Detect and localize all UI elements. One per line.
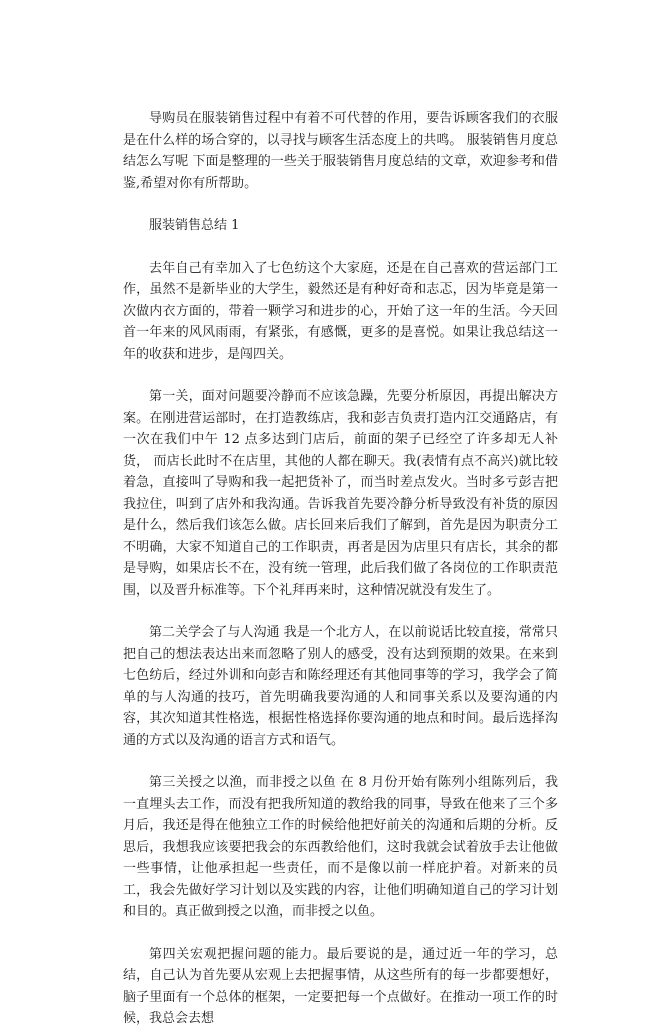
paragraph-second-pass: 第二关学会了与人沟通 我是一个北方人，在以前说话比较直接，常常只把自己的想法表达出来而忽略了别人的感受，没有达到预期的效果。在来到七色纺后，经过外训和向彭吉和陈经理还有其他同事等的学习，我学会了简单的与人沟通的技巧，首先明确我要沟通的人和同事关系以及要沟通的内容，其次知道其性格选，根据性格选择你要沟通的地点和时间。最后选择沟通的方式以及沟通的语言方式和语气。: [123, 625, 558, 748]
section-title: 服装销售总结 1: [149, 218, 240, 233]
paragraph-fourth-pass: 第四关宏观把握问题的能力。最后要说的是，通过近一年的学习，总结，自己认为首先要从宏观上去把握事情，从这些所有的每一步都要想好，脑子里面有一个总体的框架，一定要把每一个点做好。在推动一项工作的时候，我总会去想: [123, 946, 558, 1026]
paragraph-opening: 去年自己有幸加入了七色纺这个大家庭，还是在自己喜欢的营运部门工作，虽然不是新毕业的大学生，毅然还是有种好奇和志忑，因为毕竟是第一次做内衣方面的，带着一颗学习和进步的心，开始了这一年的生活。今天回首一年来的风风雨雨，有紧张，有感慨，更多的是喜悦。如果让我总结这一年的收获和进步，是闯四关。: [123, 260, 558, 362]
paragraph-third-pass: 第三关授之以渔，而非授之以鱼 在 8 月份开始有陈列小组陈列后，我一直埋头去工作，而没有把我所知道的教给我的同事，导致在他来了三个多月后，我还是得在他独立工作的时候给他把好前关的沟通和后期的分析。反思后，我想我应该要把我会的东西教给他们，这时我就会试着放手去让他做一些事情，让他承担起一些责任，而不是像以前一样庇护着。对新来的员工，我会先做好学习计划以及实践的内容，让他们明确知道自己的学习计划和目的。真正做到授之以渔，而非授之以鱼。: [123, 775, 558, 919]
document-body: [123, 108, 558, 1030]
intro-paragraph: 导购员在服装销售过程中有着不可代替的作用，要告诉顾客我们的衣服是在什么样的场合穿的，以寻找与顾客生活态度上的共鸣。 服装销售月度总结怎么写呢 下面是整理的一些关于服装销售月度总结的文章，欢迎参考和借鉴,希望对你有所帮助。: [123, 111, 558, 191]
paragraph-first-pass: 第一关，面对问题要冷静而不应该急躁，先要分析原因，再提出解决方案。在刚进营运部时，在打造教练店，我和彭吉负责打造内江交通路店，有一次在我们中午 12 点多达到门店后，前面的架子已经空了许多却无人补货， 而店长此时不在店里，其他的人都在聊天。我(表情有点不高兴)就比较着急，直接叫了导购和我一起把货补了，而当时差点发火。当时多亏彭吉把我拉住，叫到了店外和我沟通。告诉我首先要冷静分析导致没有补货的原因是什么，然后我们该怎么做。店长回来后我们了解到，首先是因为职责分工不明确，大家不知道自己的工作职责，再者是因为店里只有店长，其余的都是导购，如果店长不在，没有统一管理，此后我们做了各岗位的工作职责范围，以及晋升标准等。下个礼拜再来时，这种情况就没有发生了。: [123, 389, 558, 598]
